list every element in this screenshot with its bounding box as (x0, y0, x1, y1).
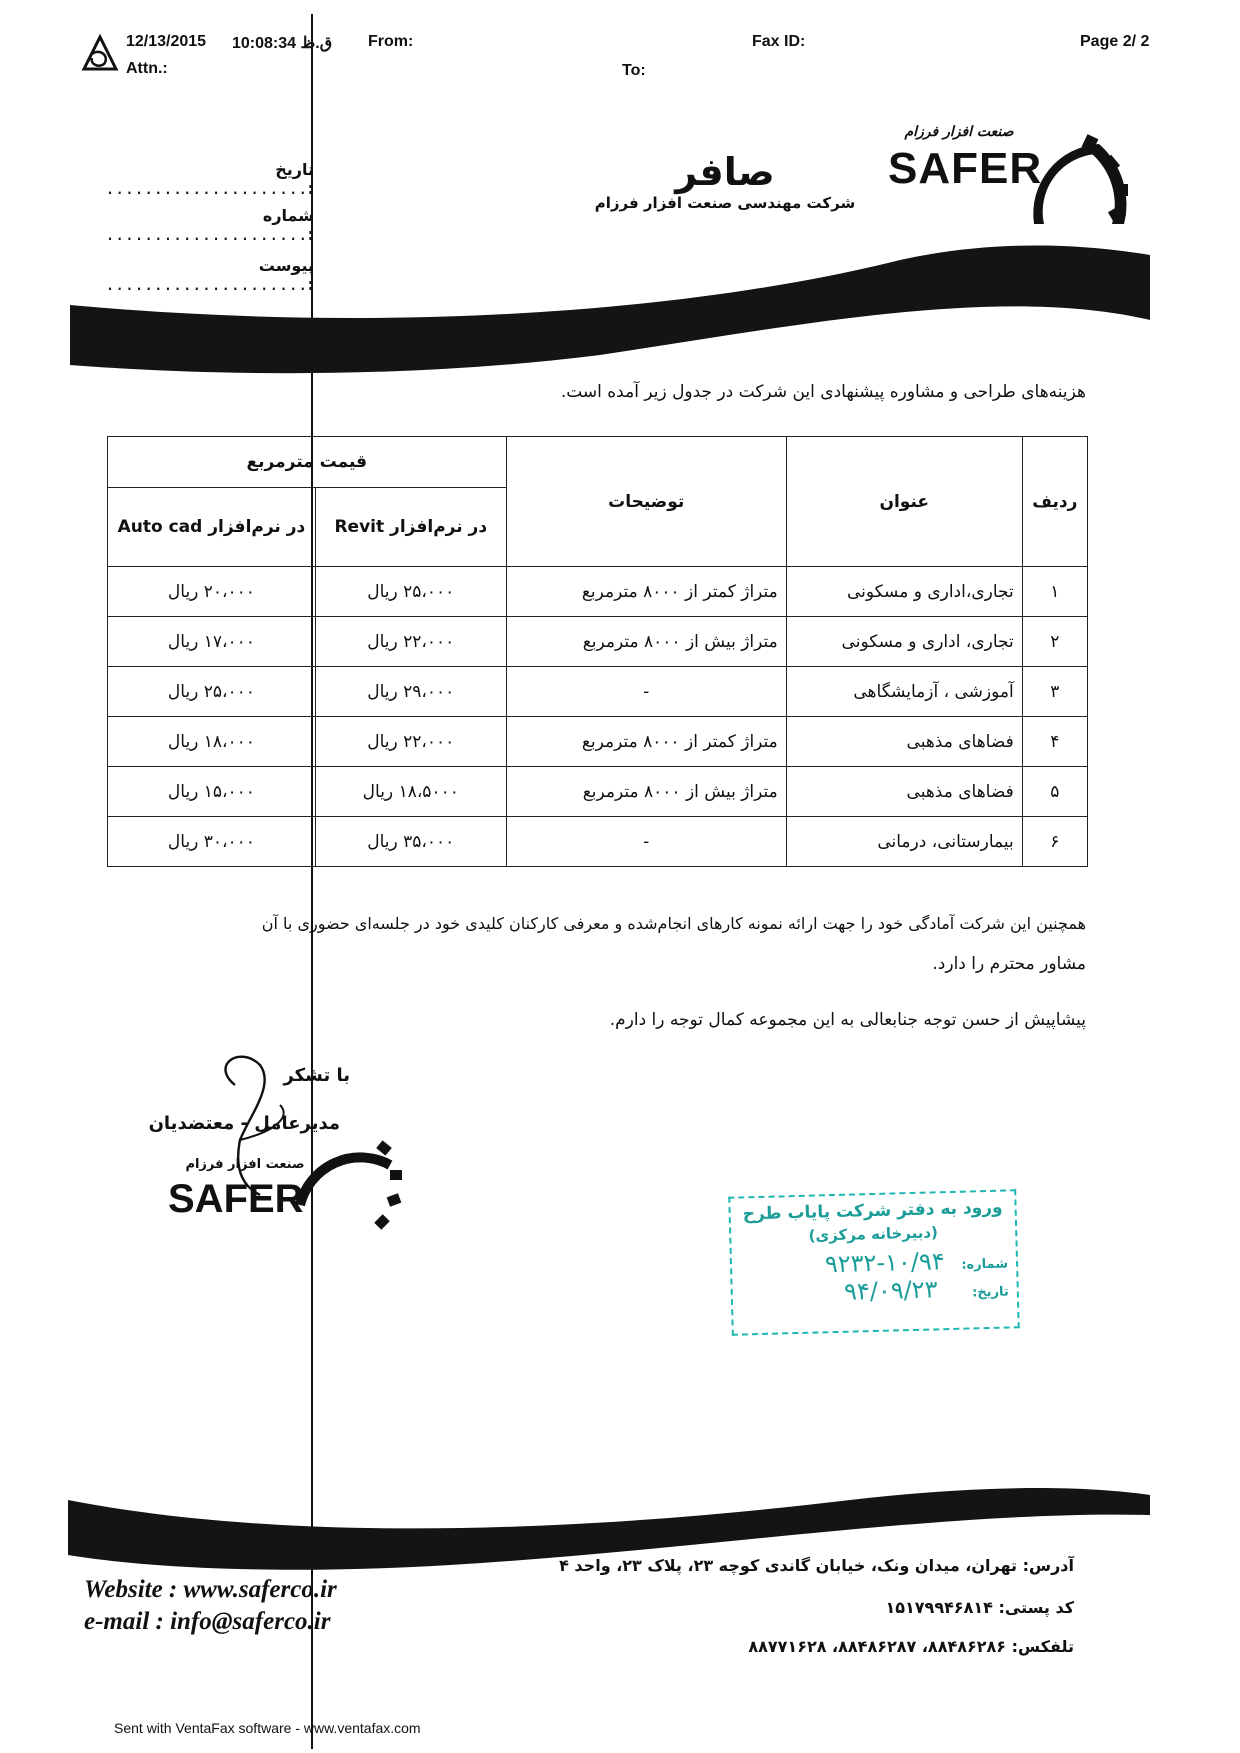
header-price-group: قیمت مترمربع (108, 437, 507, 488)
row-autocad-price: ۳۰،۰۰۰ ریال (108, 817, 316, 867)
row-description: متراژ کمتر از ۸۰۰۰ مترمربع (506, 717, 786, 767)
row-autocad-price: ۱۷،۰۰۰ ریال (108, 617, 316, 667)
footer-website: Website : www.saferco.ir (84, 1576, 337, 1603)
footer-email: e-mail : info@saferco.ir (84, 1608, 331, 1635)
row-description: - (506, 667, 786, 717)
row-title: فضاهای مذهبی (786, 767, 1022, 817)
paragraph-availability: همچنین این شرکت آمادگی خود را جهت ارائه نمونه کارهای انجام‌شده و معرفی کارکنان کلیدی خود در جلسه‌ای حضوری با آن (261, 914, 1086, 933)
stamp-date-row (732, 1273, 1017, 1308)
row-title: فضاهای مذهبی (786, 717, 1022, 767)
row-number: ۲ (1022, 617, 1087, 667)
row-description: متراژ بیش از ۸۰۰۰ مترمربع (506, 767, 786, 817)
header-description: توضیحات (506, 437, 786, 567)
row-title: آموزشی ، آزمایشگاهی (786, 667, 1022, 717)
row-number: ۴ (1022, 717, 1087, 767)
footer-phone: تلفکس: ۸۸۴۸۶۲۸۶، ۸۸۴۸۶۲۸۷، ۸۸۷۷۱۶۲۸ (748, 1637, 1074, 1656)
seal-arc-text: صنعت افزار فرزام (185, 1157, 305, 1172)
price-table (107, 436, 1088, 867)
row-autocad-price: ۱۸،۰۰۰ ریال (108, 717, 316, 767)
signature-block (140, 1045, 410, 1255)
fax-id-label: Fax ID: (752, 33, 806, 50)
stamp-number-value: ۱۰/۹۴-۹۲۳۲ (824, 1247, 946, 1279)
header-autocad: در نرم‌افزار Auto cad (108, 488, 316, 567)
row-description: متراژ کمتر از ۸۰۰۰ مترمربع (506, 567, 786, 617)
letter-date-field (105, 160, 314, 198)
letter-number-label: شماره : (262, 206, 314, 244)
table-row (108, 567, 1088, 617)
row-description: متراژ بیش از ۸۰۰۰ مترمربع (506, 617, 786, 667)
letter-date-value: ..................... (105, 179, 308, 198)
company-full-name: شرکت مهندسی صنعت افزار فرزام (594, 194, 856, 212)
fax-sent-with: Sent with VentaFax software - www.ventafax.com (114, 1720, 421, 1736)
row-autocad-price: ۲۰،۰۰۰ ریال (108, 567, 316, 617)
table-row (108, 617, 1088, 667)
row-autocad-price: ۱۵،۰۰۰ ریال (108, 767, 316, 817)
header-wave-band (0, 240, 1240, 380)
stamp-date-value: ۹۴/۰۹/۲۳ (843, 1275, 938, 1306)
table-header-row (108, 437, 1088, 488)
row-revit-price: ۲۵،۰۰۰ ریال (315, 567, 506, 617)
row-title: تجاری، اداری و مسکونی (786, 617, 1022, 667)
intro-text: هزینه‌های طراحی و مشاوره پیشنهادی این شرکت در جدول زیر آمده است. (560, 382, 1086, 402)
logo-text: SAFER (888, 144, 1043, 193)
row-title: تجاری،اداری و مسکونی (786, 567, 1022, 617)
letter-attachment-value: ..................... (105, 275, 308, 294)
header-title: عنوان (786, 437, 1022, 567)
footer-postal-code: کد پستی: ۱۵۱۷۹۹۴۶۸۱۴ (885, 1598, 1074, 1617)
row-revit-price: ۳۵،۰۰۰ ریال (315, 817, 506, 867)
table-row (108, 717, 1088, 767)
table-row (108, 667, 1088, 717)
fax-time: 10:08:34 ق.ظ (232, 35, 333, 52)
safer-logo (884, 124, 1134, 234)
table-row (108, 817, 1088, 867)
paragraph-availability-end: مشاور محترم را دارد. (932, 954, 1086, 974)
letter-attachment-label: پیوست : (258, 256, 314, 294)
row-number: ۳ (1022, 667, 1087, 717)
company-short-name: صافر (675, 150, 775, 194)
logo-arc-text: صنعت افزار فرزام (904, 124, 1014, 140)
letter-date-label: تاریخ : (275, 160, 314, 198)
row-autocad-price: ۲۵،۰۰۰ ریال (108, 667, 316, 717)
signature-thanks: با تشکر (283, 1065, 350, 1086)
header-revit: در نرم‌افزار Revit (315, 488, 506, 567)
letter-number-field (105, 206, 314, 244)
row-revit-price: ۱۸،۵۰۰۰ ریال (315, 767, 506, 817)
letter-number-value: ..................... (105, 225, 308, 244)
seal-text: SAFER (168, 1177, 304, 1221)
row-number: ۶ (1022, 817, 1087, 867)
row-revit-price: ۲۲،۰۰۰ ریال (315, 617, 506, 667)
row-revit-price: ۲۲،۰۰۰ ریال (315, 717, 506, 767)
row-number: ۵ (1022, 767, 1087, 817)
row-title: بیمارستانی، درمانی (786, 817, 1022, 867)
stamp-number-label: شماره: (961, 1256, 1009, 1273)
header-row-no: ردیف (1022, 437, 1087, 567)
row-number: ۱ (1022, 567, 1087, 617)
signature-role: مدیرعامل - معتضدیان (148, 1113, 340, 1134)
fax-attn-label: Attn.: (126, 60, 168, 77)
fax-to-label: To: (622, 62, 646, 79)
paragraph-thanks: پیشاپیش از حسن توجه جنابعالی به این مجموعه کمال توجه را دارم. (609, 1010, 1086, 1030)
fax-from-label: From: (368, 33, 414, 50)
row-revit-price: ۲۹،۰۰۰ ریال (315, 667, 506, 717)
stamp-date-label: تاریخ: (971, 1284, 1010, 1301)
row-description: - (506, 817, 786, 867)
footer-address: آدرس: تهران، میدان ونک، خیابان گاندی کوچه ۲۳، پلاک ۲۳، واحد ۴ (559, 1556, 1074, 1575)
fax-page: Page 2/ 2 (1080, 33, 1150, 50)
fax-logo-icon (80, 34, 120, 78)
fax-date: 12/13/2015 (126, 33, 207, 50)
table-row (108, 767, 1088, 817)
receipt-stamp (728, 1189, 1020, 1335)
stamp-line1: ورود به دفتر شرکت پایاب طرح (742, 1197, 1003, 1225)
stamp-line2: (دبیرخانه مرکزی) (808, 1223, 939, 1245)
